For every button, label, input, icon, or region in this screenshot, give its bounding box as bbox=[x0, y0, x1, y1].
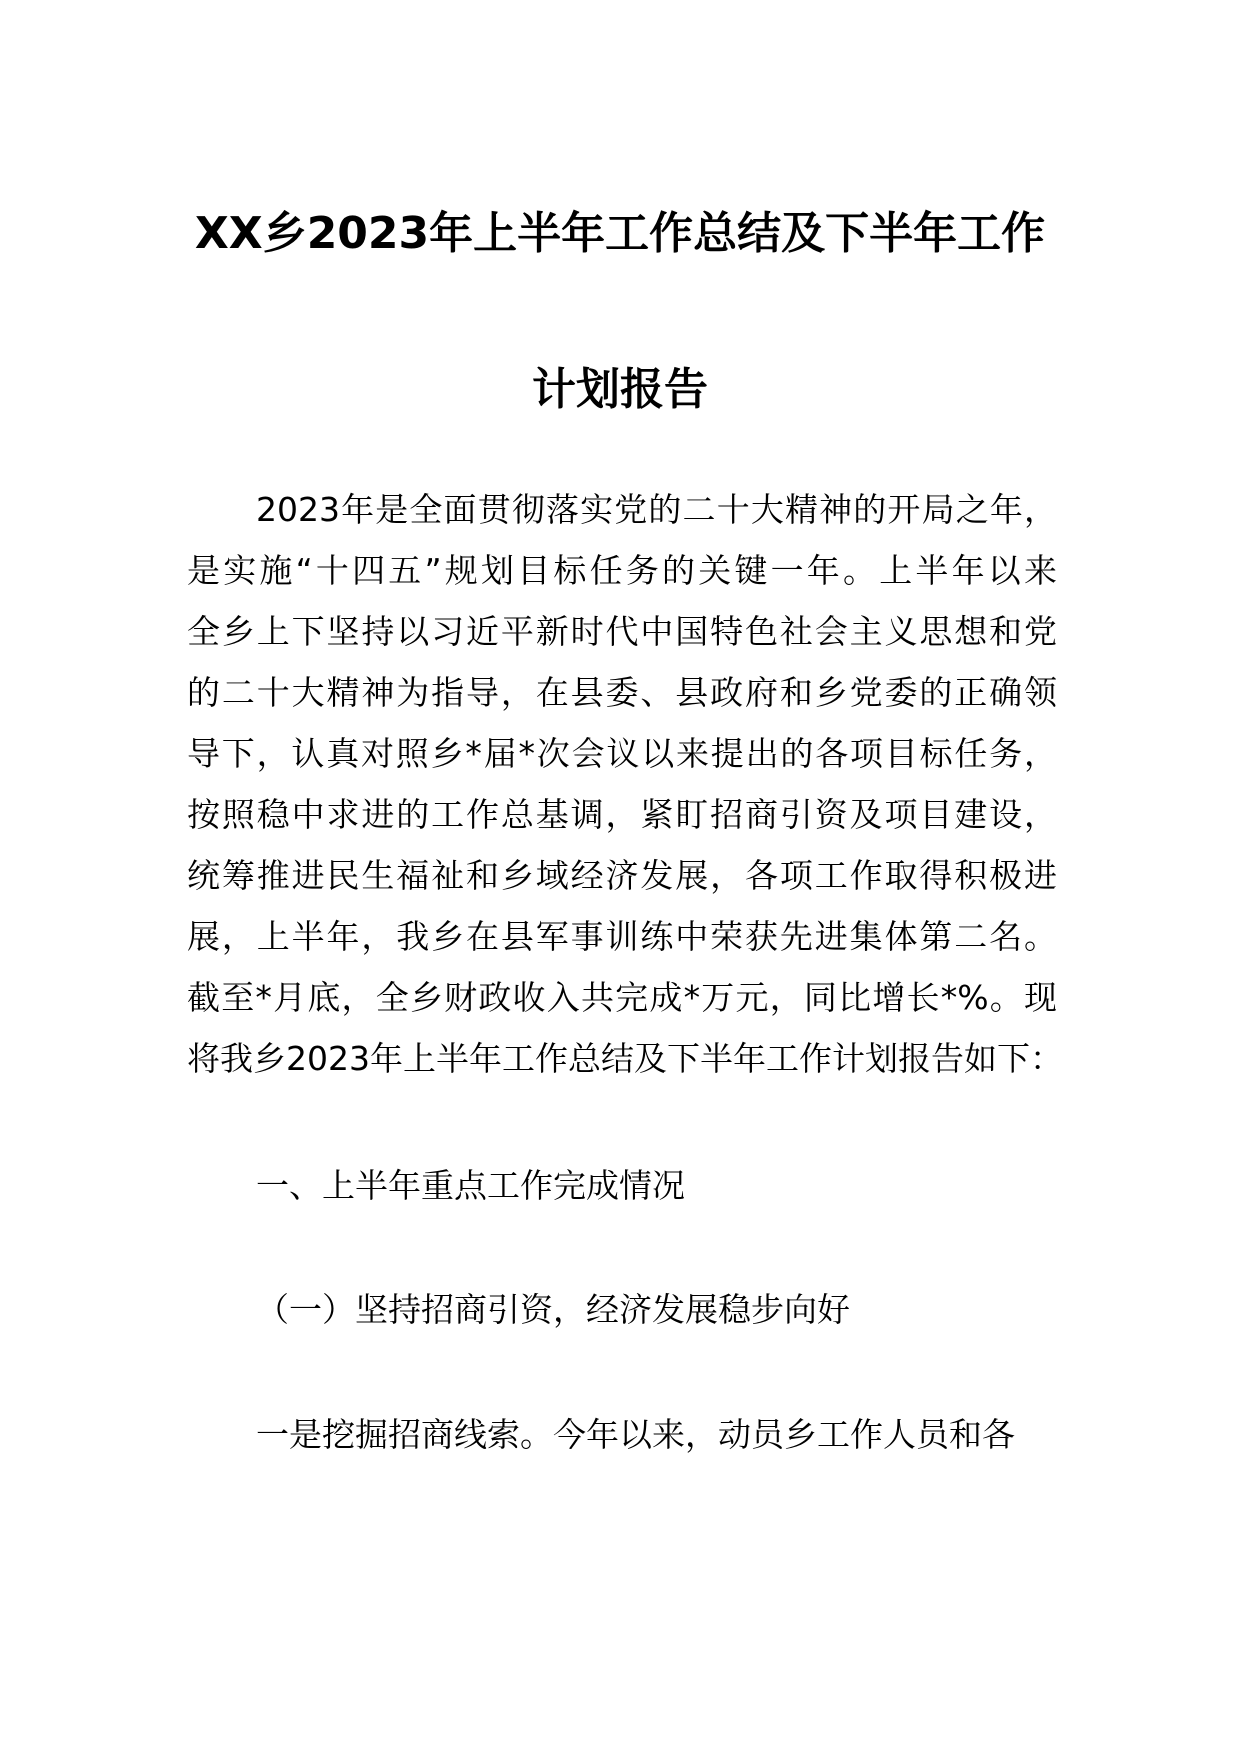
intro-paragraph-line: 统筹推进民生福祉和乡域经济发展，各项工作取得积极进 bbox=[187, 856, 1057, 895]
intro-paragraph-line: 截至*月底，全乡财政收入共完成*万元，同比增长*%。现 bbox=[187, 978, 1057, 1017]
intro-paragraph-line: 展，上半年，我乡在县军事训练中荣获先进集体第二名。 bbox=[187, 917, 1057, 956]
document-title-line-2: 计划报告 bbox=[532, 364, 708, 415]
intro-paragraph-line: 导下，认真对照乡*届*次会议以来提出的各项目标任务， bbox=[187, 734, 1057, 773]
intro-paragraph-line: 全乡上下坚持以习近平新时代中国特色社会主义思想和党 bbox=[187, 612, 1057, 651]
intro-paragraph-line: 2023年是全面贯彻落实党的二十大精神的开局之年， bbox=[256, 490, 1057, 529]
intro-paragraph-line: 按照稳中求进的工作总基调，紧盯招商引资及项目建设， bbox=[187, 795, 1057, 834]
intro-paragraph-line: 的二十大精神为指导，在县委、县政府和乡党委的正确领 bbox=[187, 673, 1057, 712]
section-heading: 一、上半年重点工作完成情况 bbox=[256, 1166, 685, 1205]
document-title-line-1: XX乡2023年上半年工作总结及下半年工作 bbox=[194, 208, 1046, 259]
paragraph-start-line: 一是挖掘招商线索。今年以来，动员乡工作人员和各 bbox=[256, 1415, 1015, 1454]
subsection-heading: （一）坚持招商引资，经济发展稳步向好 bbox=[256, 1290, 850, 1329]
intro-paragraph-line: 是实施“十四五”规划目标任务的关键一年。上半年以来 bbox=[187, 551, 1057, 590]
intro-paragraph-line: 将我乡2023年上半年工作总结及下半年工作计划报告如下： bbox=[187, 1039, 1063, 1078]
